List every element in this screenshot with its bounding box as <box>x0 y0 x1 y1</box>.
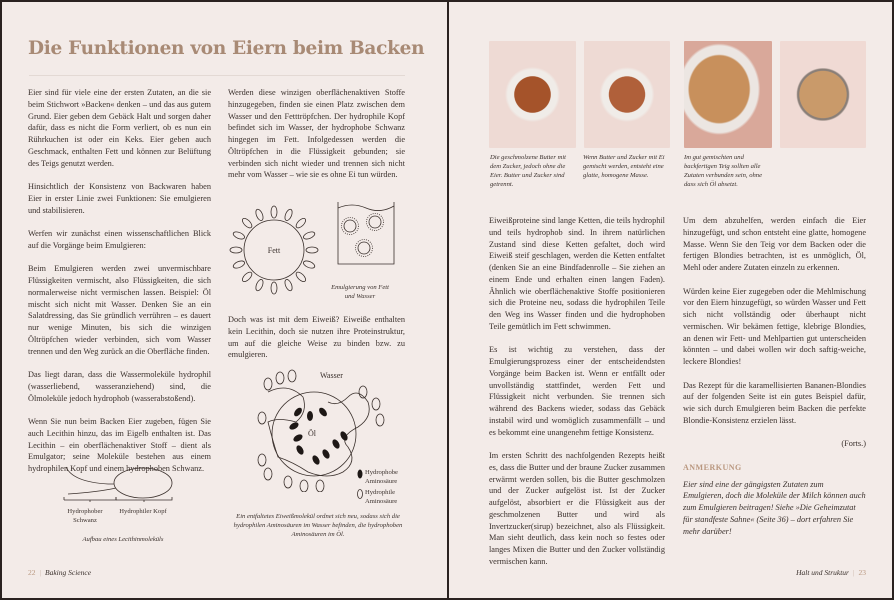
paragraph: Beim Emulgieren werden zwei unvermischbare Flüssigkeiten vermischt, also Flüssigkeiten, die sich normalerweise nicht vermischen lassen. Beispiel: Öl mischt sich nicht mit Wasser. Denken Sie an ein Salatdressing, das Sie gründlich verrühren – es dauert nur wenige Minuten, bis sich die winzigen Öltröpfchen wieder verbinden, sich vom Wasser trennen und den Weg zurück an die Oberfläche finden. <box>28 264 211 356</box>
legend-hydrophilic: Hydrophile Aminosäure <box>365 489 398 505</box>
oil-label: Öl <box>308 429 316 438</box>
protein-caption: Ein entfaltetes Eiweißmolekül ordnet sich neu, sodass sich die hydrophilen Aminosäuren im Wasser befinden, die hydrophoben Aminosäuren im Öl. <box>233 513 403 538</box>
paragraph: Werden diese winzigen oberflächenaktiven Stoffe hinzugegeben, finden sie einen Platz zwischen dem Wasser und den Fetttröpfchen. Der hydrophile Kopf befindet sich im Wasser, der hydrophobe Schwanz hingegen im Fett. Infolgedessen werden die Öltröpfchen in die Flüssigkeit gebunden; sie verbinden sich nicht wieder und trennen sich nicht mehr vom Wasser – wie sie es ohne Ei tun würden. <box>228 88 405 180</box>
paragraph: Wenn Sie nun beim Backen Eier zugeben, fügen Sie auch Lecithin hinzu, das im Eigelb enthalten ist. Das Lecithin – ein oberflächenaktiver Stoff – dient als Emulgator; seine Moleküle bestehen aus einem hydrophilen Kopf und einem hydrophoben Schwanz. <box>28 417 211 473</box>
lecithin-head-icon <box>283 208 293 221</box>
photo-caption: Die geschmolzene Butter mit dem Zucker, jedoch ohne die Eier. Butter und Zucker sind getrennt. <box>490 154 566 188</box>
lecithin-caption: Aufbau eines Lecithinmoleküls <box>82 536 164 543</box>
photo-caption: Wenn Butter und Zucker mit Ei gemischt werden, entsteht eine glatte, homogene Masse. <box>583 154 665 179</box>
title-divider <box>29 75 405 76</box>
section-title: Baking Science <box>45 568 92 577</box>
head-label: Hydrophiler Kopf <box>119 508 167 515</box>
lecithin-head-icon <box>306 247 318 253</box>
right-column-1 <box>489 215 665 579</box>
note-text: Eier sind eine der gängigsten Zutaten zum Emulgieren, doch die Moleküle der Milch können auch zum Emulgieren beitragen! Siehe »Die Geheimzutat für standfeste Sahne« (Seite 36) – dort erfahren Sie mehr darüber! <box>683 479 866 536</box>
water-label: Wasser <box>320 371 343 380</box>
paragraph: Eiweißproteine sind lange Ketten, die teils hydrophil und teils hydrophob sind. In ihrem natürlichen Zustand sind diese Ketten gefaltet, doch wird Eiweiß steif geschlagen, werden die Ketten entfaltet (denken Sie an eine Bindfadenrolle – Sie ziehen an einem Ende und erhalten einen langen Faden). Ähnlich wie oberflächenaktive Stoffe positionieren sich die Proteine neu, sodass die hydrophilen Teile den Weg ins Wasser finden und die hydrophoben Teile gemütlich im Fett schwimmen. <box>489 216 665 331</box>
lecithin-molecule-icon <box>64 467 172 502</box>
paragraph: Werfen wir zunächst einen wissenschaftlichen Blick auf die Vorgänge beim Emulgieren: <box>28 229 211 250</box>
legend-icons <box>356 468 364 502</box>
left-column-1 <box>28 87 211 487</box>
photo-blondies <box>780 41 866 148</box>
left-page <box>2 2 447 598</box>
lecithin-head-icon <box>302 230 315 240</box>
paragraph: Hinsichtlich der Konsistenz von Backwaren haben Eier in erster Linie zwei Funktionen: Sie emulgieren und stabilisieren. <box>28 182 211 215</box>
note-heading: ANMERKUNG <box>683 462 742 472</box>
paragraph: Um dem abzuhelfen, werden einfach die Eier hinzugefügt, und schon entsteht eine glatte, homogene Masse. Wenn Sie den Teig vor dem Backen oder die fertigen Blondies betrachten, ist es unmöglich, Öl, Mehl oder andere Zutaten einzeln zu erkennen. <box>683 216 866 272</box>
lecithin-head-icon <box>254 208 264 221</box>
lecithin-head-icon <box>283 278 293 291</box>
lecithin-head-icon <box>271 206 277 218</box>
paragraph: Es ist wichtig zu verstehen, dass der Emulgierungsprozess einer der entscheidendsten Vorgänge beim Backen ist. Wenn er entfällt oder unvollständig stattfindet, werden Fett und Flüssigkeit nicht verbunden. Sie trennen sich während des Backens wieder, sodass das Gebäck instabil wird und womöglich zusammenfällt – und es bekommt eine unangenehm fettige Konsistenz. <box>489 345 665 437</box>
lecithin-head-icon <box>271 282 277 294</box>
photo-caption: Im gut gemischten und backfertigen Teig sollten alle Zutaten verbunden sein, ohne dass sich Öl absetzt. <box>684 154 763 188</box>
page-folio-left <box>28 568 91 577</box>
paragraph: Würden keine Eier zugegeben oder die Mehlmischung vor den Eiern hinzugefügt, so würden Wasser und Fett sich nicht vollständig oder überhaupt nicht vermischen. Wir bekämen fettige, klebrige Blondies, an denen wir Fett- und Mehlpartien gut unterscheiden könnten – und dabei wollen wir doch saftig-weiche, leckere Blondies! <box>683 286 866 366</box>
right-page <box>449 2 892 598</box>
lecithin-head-icon <box>230 247 242 253</box>
lecithin-head-icon <box>232 230 245 240</box>
lecithin-head-icon <box>295 271 308 284</box>
left-column-2-top <box>228 87 405 193</box>
lecithin-head-icon <box>232 259 245 269</box>
water-glass-icon <box>338 202 394 264</box>
folio-separator: | <box>852 568 855 577</box>
photo-butter-sugar-egg <box>584 41 670 148</box>
paragraph: Im ersten Schritt des nachfolgenden Rezepts heißt es, dass die Butter und der braune Zucker zusammen erwärmt werden sollen, bis die Butter geschmolzen und der Zucker aufgelöst ist. Ist der Zucker aufgelöst, absorbiert er die Flüssigkeit aus der geschmolzenen Butter und wird als Invertzucker(sirup) bezeichnet, also als Flüssigkeit. Man sieht deutlich, dass kein noch so festes oder langes Mixen die Butter und den Zucker vollständig vermischen kann. <box>489 451 665 566</box>
photo-batter <box>684 41 772 148</box>
lecithin-head-icon <box>241 217 254 230</box>
paragraph: Eier sind für viele eine der ersten Zutaten, an die sie beim Stichwort »Backen« denken – und das aus gutem Grund. Eier geben dem Gebäck Halt und sorgen daher dafür, dass es nicht die Form verliert, ob es nun ein Rührkuchen ist oder ein Keks. Eier geben auch Geschmack, enthalten Fett und können zur Belüftung des Teigs genutzt werden. <box>28 88 211 168</box>
fat-label: Fett <box>267 246 281 255</box>
hydrophobic-legend-icon <box>358 470 363 479</box>
continued-label: (Forts.) <box>841 439 866 449</box>
lecithin-head-icon <box>241 271 254 284</box>
folio-separator: | <box>39 568 42 577</box>
hydrophilic-legend-icon <box>358 490 363 499</box>
paragraph: Doch was ist mit dem Eiweiß? Eiweiße enthalten kein Lecithin, doch sie nutzen ihre Proteinstruktur, um auf die gleiche Weise zu binden bzw. zu emulgieren. <box>228 315 405 360</box>
page-number: 23 <box>858 568 866 577</box>
lecithin-head-icon <box>302 259 315 269</box>
page-folio-right <box>796 568 866 577</box>
lecithin-diagram <box>58 462 188 502</box>
photo-melted-butter <box>489 41 576 148</box>
right-column-2 <box>683 215 866 549</box>
lecithin-head-icon <box>295 217 308 230</box>
paragraph: Das liegt daran, dass die Wassermoleküle hydrophil (wasserliebend, wasseranziehend) sind, die Ölmoleküle jedoch hydrophob (wasserabstoßend). <box>28 370 211 403</box>
hydrophobic-amino-icons <box>288 406 349 466</box>
page-number: 22 <box>28 568 36 577</box>
tail-label: Hydrophober Schwanz <box>67 508 103 524</box>
section-title: Halt und Struktur <box>796 568 849 577</box>
emulsion-caption: Emulgierung von Fett und Wasser <box>331 284 389 300</box>
legend-hydrophobic: Hydrophobe Aminosäure <box>365 469 398 485</box>
paragraph: Das Rezept für die karamellisierten Bananen-Blondies auf der folgenden Seite ist ein gutes Beispiel dafür, wie sich durch Emulgieren beim Backen die perfekte Blondie-Konsistenz erzielen lässt. <box>683 380 866 425</box>
page-title: Die Funktionen von Eiern beim Backen <box>28 38 425 59</box>
lecithin-head-icon <box>254 278 264 291</box>
